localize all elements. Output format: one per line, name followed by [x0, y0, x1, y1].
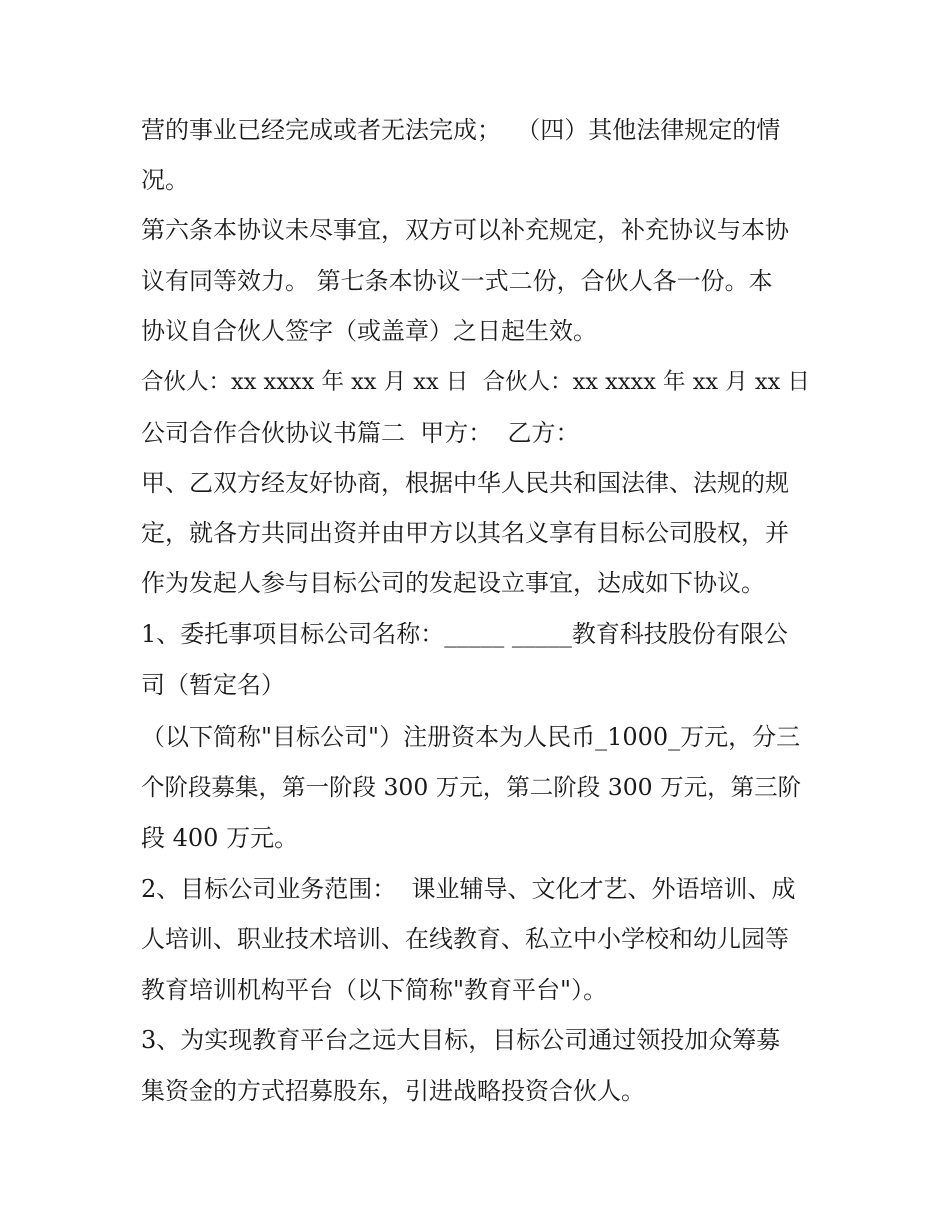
- text-line: 第六条本协议未尽事宜，双方可以补充规定，补充协议与本协: [141, 216, 789, 244]
- text-line: 集资金的方式招募股东，引进战略投资合伙人。: [141, 1077, 645, 1105]
- text-line: 个阶段募集，第一阶段 300 万元，第二阶段 300 万元，第三阶: [141, 773, 802, 801]
- text-line: （以下简称"目标公司"）注册资本为人民币_1000_万元，分三: [141, 723, 801, 751]
- text-line: 协议自合伙人签字（或盖章）之日起生效。: [141, 317, 597, 345]
- text-line: 议有同等效力。 第七条本协议一式二份，合伙人各一份。本: [141, 267, 773, 295]
- text-line: 甲、乙双方经友好协商，根据中华人民共和国法律、法规的规: [141, 469, 789, 497]
- signature-line: 合伙人：xx xxxx 年 xx 月 xx 日 合伙人：xx xxxx 年 xx 月 xx 日: [141, 369, 810, 395]
- text-line: 定，就各方共同出资并由甲方以其名义享有目标公司股权，并: [141, 519, 789, 547]
- text-line: 作为发起人参与目标公司的发起设立事宜，达成如下协议。: [141, 569, 765, 597]
- text-line: 段 400 万元。: [141, 824, 299, 852]
- text-line: 人培训、职业技术培训、在线教育、私立中小学校和幼儿园等: [141, 925, 789, 953]
- clause-line: 2、目标公司业务范围： 课业辅导、文化才艺、外语培训、成: [141, 875, 796, 903]
- section-heading: 公司合作合伙协议书篇二 甲方： 乙方：: [141, 419, 580, 447]
- clause-line: 3、为实现教育平台之远大目标，目标公司通过领投加众筹募: [141, 1026, 781, 1054]
- text-line: 司（暂定名）: [141, 671, 285, 699]
- text-line: 教育培训机构平台（以下简称"教育平台"）。: [141, 976, 608, 1004]
- text-line: 况。: [141, 166, 189, 194]
- text-line: 营的事业已经完成或者无法完成； （四）其他法律规定的情: [141, 116, 781, 144]
- clause-line: 1、委托事项目标公司名称：_____ _____教育科技股份有限公: [141, 620, 788, 648]
